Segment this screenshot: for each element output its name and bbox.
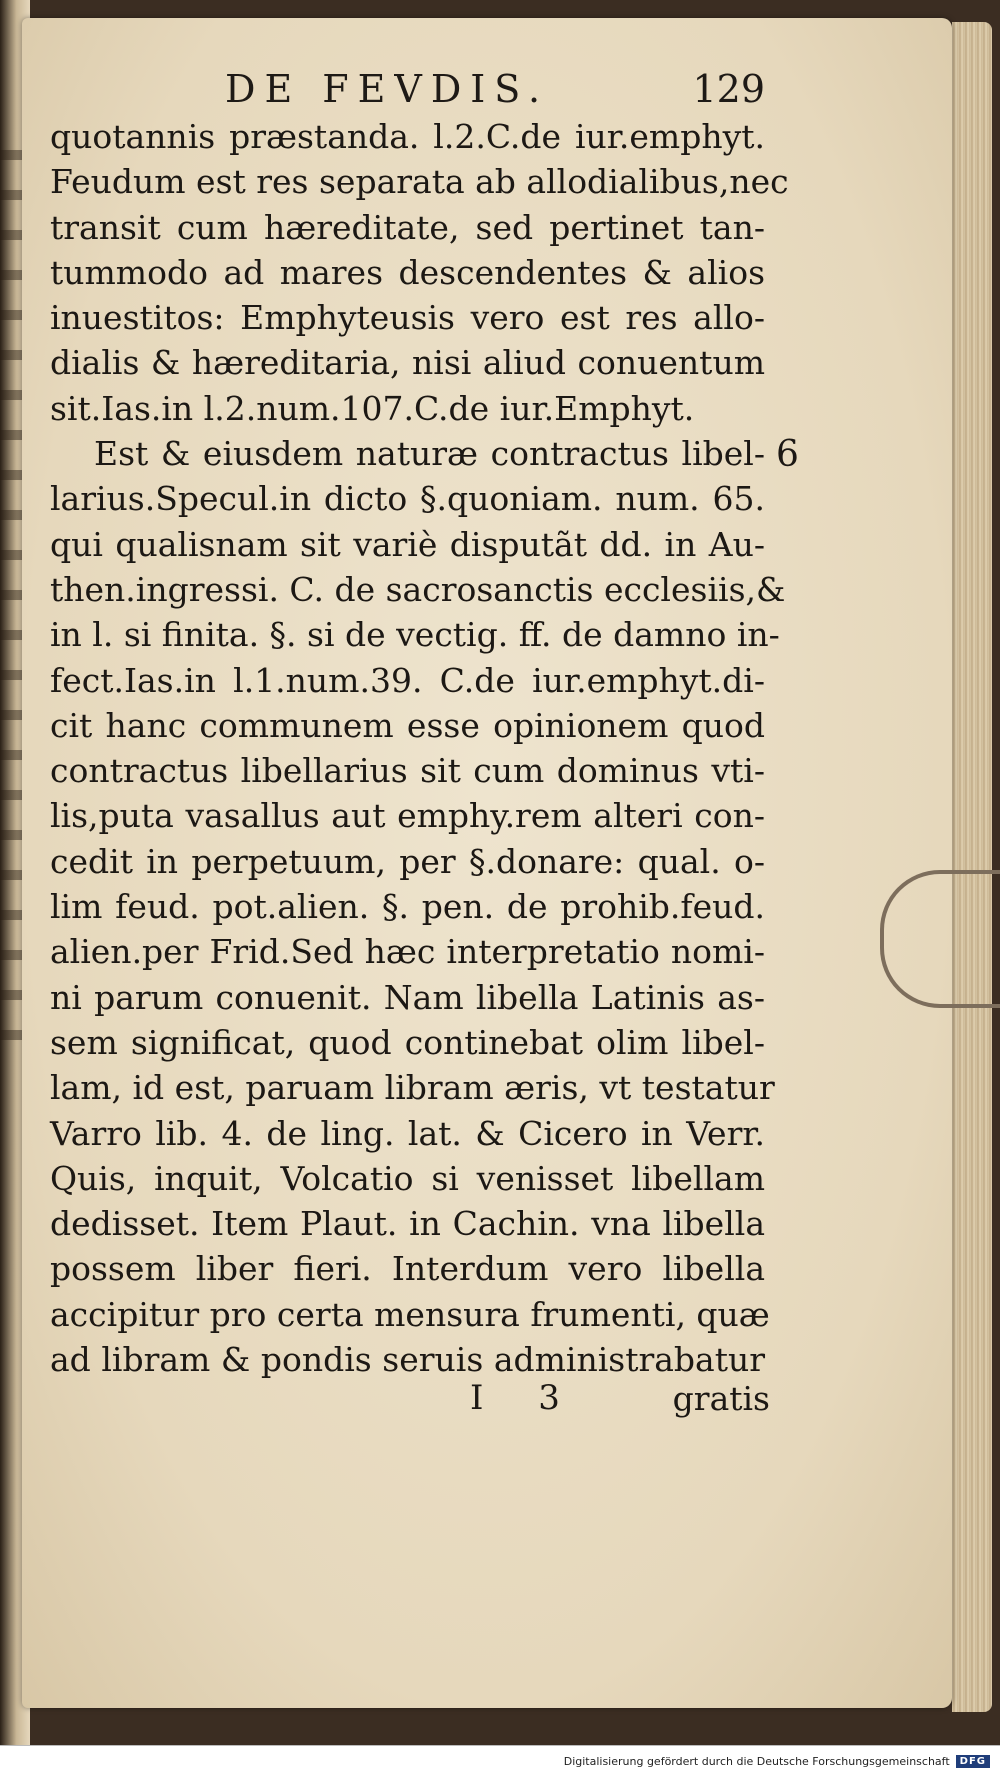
text-line: lis,puta vasallus aut emphy.rem alteri con-: [50, 796, 765, 836]
text-line: accipitur pro certa mensura frumenti, quæ: [50, 1294, 770, 1334]
margin-note: 6: [776, 434, 799, 475]
text-line: sem significat, quod continebat olim libel-: [50, 1022, 765, 1062]
text-line: alien.per Frid.Sed hæc interpretatio nomi-: [50, 932, 765, 972]
page-edges: [952, 22, 992, 1712]
catchword: gratis: [672, 1378, 770, 1418]
dfg-logo: DFG: [956, 1755, 990, 1768]
signature-mark: I 3: [470, 1378, 582, 1418]
text-line: Est & eiusdem naturæ contractus libel-: [94, 434, 765, 474]
text-line: cit hanc communem esse opinionem quod: [50, 705, 765, 745]
credit-text: Digitalisierung gefördert durch die Deutsche Forschungsgemeinschaft: [563, 1755, 950, 1768]
text-line: Varro lib. 4. de ling. lat. & Cicero in Verr.: [50, 1113, 765, 1153]
page-clip: [880, 870, 1000, 1008]
text-line: lim feud. pot.alien. §. pen. de prohib.feud.: [50, 887, 765, 927]
text-line: inuestitos: Emphyteusis vero est res allo-: [50, 298, 765, 338]
text-line: Quis, inquit, Volcatio si venisset libellam: [50, 1158, 765, 1198]
running-head: DE FEVDIS.: [225, 67, 550, 111]
text-line: possem liber fieri. Interdum vero libella: [50, 1249, 765, 1289]
text-line: cedit in perpetuum, per §.donare: qual. o-: [50, 841, 765, 881]
page-header: [225, 62, 765, 116]
text-line: lam, id est, paruam libram æris, vt testatur: [50, 1068, 775, 1108]
text-line: then.ingressi. C. de sacrosanctis ecclesiis,&: [50, 569, 786, 609]
text-line: sit.Ias.in l.2.num.107.C.de iur.Emphyt.: [50, 388, 695, 428]
text-line: dedisset. Item Plaut. in Cachin. vna libella: [50, 1204, 765, 1244]
text-line: contractus libellarius sit cum dominus vti-: [50, 751, 765, 791]
text-line: Feudum est res separata ab allodialibus,nec: [50, 162, 789, 202]
text-line: quotannis præstanda. l.2.C.de iur.emphyt.: [50, 117, 765, 156]
text-line: in l. si finita. §. si de vectig. ff. de damno in-: [50, 615, 780, 655]
catchline: [470, 1378, 770, 1418]
text-line: dialis & hæreditaria, nisi aliud conuentum: [50, 343, 765, 383]
credit-line: [564, 1755, 990, 1768]
footer-strip: [0, 1745, 1000, 1772]
body-text: [50, 114, 789, 1382]
page-number: 129: [692, 67, 765, 111]
text-line: transit cum hæreditate, sed pertinet tan-: [50, 207, 765, 247]
text-line: fect.Ias.in l.1.num.39. C.de iur.emphyt.di-: [50, 660, 765, 700]
text-line: ad libram & pondis seruis administrabatur: [50, 1340, 765, 1380]
text-line: larius.Specul.in dicto §.quoniam. num. 65.: [50, 479, 765, 519]
text-line: qui qualisnam sit variè disputãt dd. in Au-: [50, 524, 765, 564]
text-line: ni parum conuenit. Nam libella Latinis as-: [50, 977, 765, 1017]
text-line: tummodo ad mares descendentes & alios: [50, 252, 765, 292]
